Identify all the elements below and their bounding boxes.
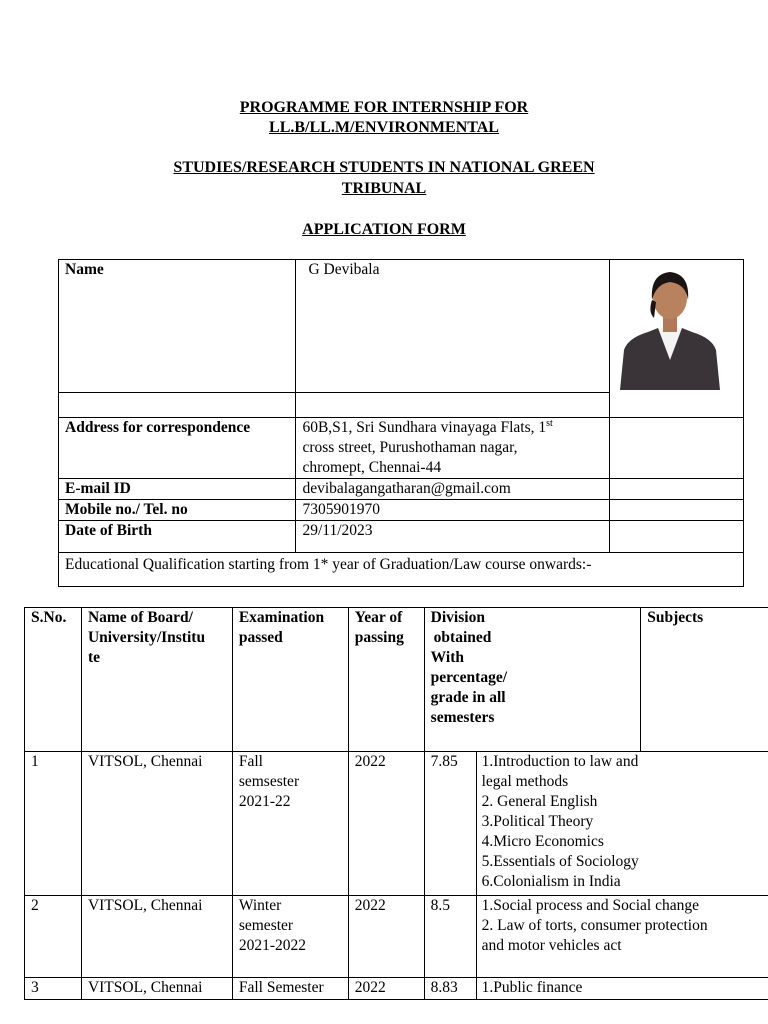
form-title: APPLICATION FORM bbox=[302, 221, 466, 238]
education-note: Educational Qualification starting from 1* year of Graduation/Law course onwards:- bbox=[59, 553, 744, 587]
mobile-label: Mobile no./ Tel. no bbox=[59, 500, 296, 521]
address-label: Address for correspondence bbox=[59, 418, 296, 479]
header-line-3: STUDIES/RESEARCH STUDENTS IN NATIONAL GREEN bbox=[173, 159, 595, 176]
education-table bbox=[24, 607, 768, 1000]
address-value: 60B,S1, Sri Sundhara vinayaga Flats, 1st cross street, Purushothaman nagar, chromept, Chennai-44 bbox=[296, 418, 610, 479]
col-sno: S.No. bbox=[25, 608, 82, 752]
col-division: Division obtained With percentage/ grade in all semesters bbox=[424, 608, 641, 752]
mobile-value: 7305901970 bbox=[296, 500, 610, 521]
dob-value: 29/11/2023 bbox=[296, 521, 610, 553]
applicant-details-table bbox=[58, 259, 744, 587]
header-line-2: LL.B/LL.M/ENVIRONMENTAL bbox=[269, 119, 499, 136]
applicant-photo bbox=[612, 262, 728, 390]
header-line-4: TRIBUNAL bbox=[341, 180, 427, 197]
col-board: Name of Board/ University/Institu te bbox=[81, 608, 232, 752]
col-exam: Examination passed bbox=[232, 608, 348, 752]
name-label: Name bbox=[59, 260, 296, 393]
col-subjects: Subjects bbox=[641, 608, 768, 752]
table-row: 1 VITSOL, Chennai Fall semsester 2021-22 2022 7.85 1.Introduction to law and legal methods 2. General English 3.Political Theory 4.Micro Economics 5.Essentials of Sociology 6.Colonialism in India bbox=[25, 752, 768, 896]
photo-cell bbox=[610, 260, 744, 418]
table-row: 2 VITSOL, Chennai Winter semester 2021-2022 2022 8.5 1.Social process and Social change 2. Law of torts, consumer protection and motor vehicles act bbox=[25, 896, 768, 978]
table-row: 3 VITSOL, Chennai Fall Semester 2022 8.83 1.Public finance bbox=[25, 978, 768, 1000]
email-label: E-mail ID bbox=[59, 479, 296, 500]
header-line-1: PROGRAMME FOR INTERNSHIP FOR bbox=[239, 99, 529, 116]
dob-label: Date of Birth bbox=[59, 521, 296, 553]
name-value: G Devibala bbox=[296, 260, 610, 393]
education-header-row bbox=[25, 608, 768, 752]
email-value: devibalagangatharan@gmail.com bbox=[296, 479, 610, 500]
col-year: Year of passing bbox=[348, 608, 424, 752]
